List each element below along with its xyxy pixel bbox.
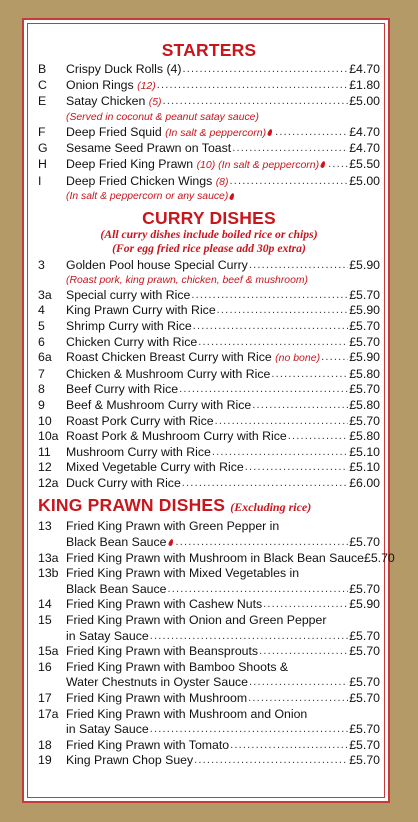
item-name-text: Special curry with Rice: [66, 287, 191, 302]
dot-leader: [245, 460, 349, 476]
item-code: 17a: [38, 706, 59, 721]
menu-item: [38, 445, 380, 461]
dot-leader: [232, 141, 348, 157]
menu-item-continued: [38, 722, 380, 738]
item-note: (12): [137, 79, 156, 92]
item-code: 7: [38, 366, 45, 381]
item-price: £5.70: [349, 581, 380, 596]
menu-item: [38, 644, 380, 660]
section-note: (For egg fried rice please add 30p extra): [112, 242, 306, 256]
item-name: [66, 335, 197, 351]
menu-item: [38, 519, 380, 535]
item-code: 5: [38, 318, 45, 333]
item-name: [66, 644, 258, 660]
item-code: 18: [38, 737, 52, 752]
item-price: £4.70: [349, 124, 380, 139]
item-code: F: [38, 124, 46, 139]
dot-leader: [248, 691, 348, 707]
item-name: [66, 141, 231, 157]
item-name-text: Satay Chicken: [66, 94, 146, 109]
item-price: £5.90: [349, 597, 380, 612]
item-price: £4.70: [349, 141, 380, 156]
item-code: 6: [38, 334, 45, 349]
item-code: B: [38, 62, 47, 76]
item-code: 11: [38, 444, 51, 459]
item-price: £5.90: [349, 258, 380, 273]
item-price: £5.70: [349, 535, 380, 550]
item-code: 13: [38, 519, 52, 534]
item-name-text: Fried King Prawn with Tomato: [66, 737, 230, 752]
item-name-text: Fried King Prawn with Mushroom and Onion: [66, 706, 308, 721]
chili-icon: [167, 539, 173, 547]
item-price: £5.90: [349, 350, 380, 365]
item-price: £5.70: [349, 753, 380, 768]
item-code: 19: [38, 753, 52, 768]
section-title-text: KING PRAWN DISHES: [38, 495, 226, 516]
menu-item: [38, 613, 380, 629]
item-name-text: Chicken & Mushroom Curry with Rice: [66, 366, 271, 381]
item-code: E: [38, 94, 47, 109]
item-note: (5): [148, 96, 162, 109]
menu-item: [38, 335, 380, 351]
item-price: £5.00: [349, 94, 380, 109]
item-code-spacer: [38, 535, 66, 551]
menu-item-continued: [38, 582, 380, 598]
item-name-text: Beef & Mushroom Curry with Rice: [66, 397, 252, 412]
item-code: 4: [38, 303, 45, 318]
item-price: £6.00: [349, 475, 380, 490]
section-title-text: STARTERS: [161, 40, 257, 60]
menu-item: [38, 141, 380, 157]
dot-leader: [259, 644, 348, 660]
item-code: H: [38, 156, 47, 171]
menu-item-continued: [38, 629, 380, 645]
menu-item: [38, 303, 380, 319]
dot-leader: [212, 445, 348, 461]
menu-item: [38, 550, 395, 567]
menu-item: [38, 78, 380, 95]
item-code: 3a: [38, 287, 52, 302]
item-name-text: Mixed Vegetable Curry with Rice: [66, 460, 244, 475]
dot-leader: [182, 476, 348, 492]
dot-leader: [194, 753, 348, 769]
item-name-text: Fried King Prawn with Cashew Nuts: [66, 597, 263, 612]
item-name: [66, 738, 229, 754]
item-name-line2-text: in Satay Sauce: [66, 628, 149, 643]
item-price: £5.10: [349, 444, 380, 459]
menu-content: [38, 40, 395, 773]
item-name: [66, 78, 156, 95]
menu-item: [38, 350, 380, 367]
dot-leader: [275, 125, 348, 142]
item-name-text: Fried King Prawn with Onion and Green Pepper: [66, 613, 327, 628]
menu-item: [38, 62, 380, 78]
dot-leader: [249, 675, 348, 691]
item-price: £1.80: [349, 77, 380, 92]
menu-item: [38, 597, 380, 613]
item-name: [66, 157, 327, 174]
menu-item: [38, 258, 380, 274]
dot-leader: [198, 335, 348, 351]
item-price: £5.80: [349, 429, 380, 444]
item-price: £5.50: [349, 156, 380, 171]
item-name: [66, 613, 326, 629]
dot-leader: [271, 367, 348, 383]
menu-item: [38, 398, 380, 414]
item-name: [66, 398, 251, 414]
dot-leader: [168, 582, 349, 598]
menu-item: [38, 157, 380, 174]
item-name: [66, 445, 211, 461]
item-description-text: (Roast pork, king prawn, chicken, beef & mushroom): [66, 274, 308, 286]
item-name: [66, 125, 274, 142]
dot-leader: [288, 429, 348, 445]
item-name-text: Fried King Prawn with Mushroom in Black Bean Sauce: [66, 550, 364, 565]
menu-item: [38, 691, 380, 707]
item-name-text: Chicken Curry with Rice: [66, 334, 198, 349]
item-name: [66, 319, 192, 335]
item-name: [66, 303, 216, 319]
item-code: 17: [38, 691, 52, 705]
item-name-text: Roast Pork Curry with Rice: [66, 413, 214, 428]
item-code-spacer: [38, 582, 66, 598]
item-code: 13a: [38, 550, 59, 565]
item-code: 15: [38, 613, 52, 628]
dot-leader: [193, 319, 348, 335]
item-price: £5.80: [349, 366, 380, 381]
item-note: (8): [215, 175, 229, 188]
item-name: [66, 566, 299, 582]
section-note: (All curry dishes include boiled rice or chips): [100, 228, 318, 242]
item-name-text: Fried King Prawn with Beansprouts: [66, 644, 259, 659]
item-name: [66, 707, 307, 723]
item-name-text: Duck Curry with Rice: [66, 475, 181, 490]
item-name-line2: [66, 582, 167, 598]
menu-card: [22, 18, 395, 803]
dot-leader: [150, 629, 349, 645]
dot-leader: [217, 303, 349, 319]
item-description: [38, 190, 380, 204]
item-name-text: Shrimp Curry with Rice: [66, 318, 192, 333]
dot-leader: [252, 398, 348, 414]
item-price: £4.70: [349, 62, 380, 76]
item-code: 10: [38, 413, 52, 428]
item-code: 9: [38, 397, 45, 412]
item-name-line2-text: in Satay Sauce: [66, 722, 149, 737]
item-name-text: Fried King Prawn with Mushroom: [66, 691, 248, 705]
item-name: [66, 551, 364, 567]
item-price: £5.70: [349, 628, 380, 643]
menu-item: [38, 738, 380, 754]
item-code-spacer: [38, 722, 66, 738]
item-name: [66, 660, 288, 676]
item-price: £5.70: [349, 675, 380, 690]
item-name-text: Sesame Seed Prawn on Toast: [66, 141, 232, 156]
menu-item: [38, 660, 380, 676]
item-code: 13b: [38, 566, 59, 581]
item-note: (In salt & peppercorn): [165, 126, 267, 139]
menu-item: [38, 174, 380, 191]
item-code-spacer: [38, 629, 66, 645]
item-code: 14: [38, 597, 52, 612]
item-name-line2: [66, 722, 149, 738]
item-name-text: Mushroom Curry with Rice: [66, 444, 211, 459]
item-name-line2: [66, 675, 248, 691]
item-name-text: King Prawn Chop Suey: [66, 753, 194, 768]
item-name: [66, 691, 247, 707]
item-price: £5.80: [349, 397, 380, 412]
item-name: [66, 288, 190, 304]
item-code: 10a: [38, 429, 59, 444]
menu-item-continued: [38, 675, 380, 691]
item-name-text: Crispy Duck Rolls (4): [66, 62, 182, 76]
item-name: [66, 753, 193, 769]
menu-item: [38, 707, 380, 723]
item-name-text: Fried King Prawn with Mixed Vegetables in: [66, 566, 300, 581]
item-price: £5.90: [349, 303, 380, 318]
item-price: £5.70: [349, 737, 380, 752]
item-code: 12: [38, 460, 52, 475]
item-name: [66, 476, 181, 492]
dot-leader: [157, 78, 348, 95]
item-name-line2: [66, 629, 149, 645]
item-description-text: (Served in coconut & peanut satay sauce): [66, 111, 259, 123]
item-price: £5.70: [364, 550, 395, 565]
item-code: C: [38, 77, 47, 92]
menu-item: [38, 566, 380, 582]
menu-item: [38, 460, 380, 476]
item-name: [66, 429, 287, 445]
item-code: I: [38, 173, 42, 188]
chili-icon: [320, 161, 326, 169]
item-name-text: Roast Pork & Mushroom Curry with Rice: [66, 429, 287, 444]
chili-icon: [267, 129, 273, 137]
item-name: [66, 94, 162, 111]
dot-leader: [150, 722, 349, 738]
item-code: 12a: [38, 475, 59, 490]
item-code: 3: [38, 258, 45, 273]
item-code: 8: [38, 382, 45, 397]
section-title: [38, 40, 380, 60]
item-price: £5.70: [349, 691, 380, 705]
dot-leader: [249, 258, 348, 274]
item-name-text: King Prawn Curry with Rice: [66, 303, 216, 318]
item-name-text: Deep Fried King Prawn: [66, 156, 194, 171]
item-code: 16: [38, 659, 52, 674]
item-name: [66, 597, 262, 613]
item-description-text: (In salt & peppercorn or any sauce): [66, 191, 229, 203]
menu-item: [38, 288, 380, 304]
item-price: £5.70: [349, 334, 380, 349]
item-name: [66, 414, 214, 430]
item-name-text: Beef Curry with Rice: [66, 382, 179, 397]
item-name-line2-text: Water Chestnuts in Oyster Sauce: [66, 675, 249, 690]
menu-item: [38, 429, 380, 445]
item-name: [66, 367, 270, 383]
item-note: (10) (In salt & peppercorn): [196, 158, 320, 171]
item-name-line2: [66, 535, 175, 551]
dot-leader: [328, 157, 348, 174]
item-price: £5.00: [349, 173, 380, 188]
dot-leader: [215, 414, 349, 430]
item-name: [66, 382, 178, 398]
menu-item: [38, 414, 380, 430]
item-description: [38, 111, 380, 125]
menu-item: [38, 94, 380, 111]
section-title: [38, 208, 380, 228]
section-title: [38, 495, 380, 517]
dot-leader: [230, 174, 349, 191]
item-price: £5.70: [349, 382, 380, 397]
item-name-text: Onion Rings: [66, 77, 134, 92]
item-price: £5.10: [349, 460, 380, 475]
section-subtitle: (Excluding rice): [230, 500, 312, 515]
menu-item: [38, 753, 380, 769]
item-description: [38, 274, 380, 288]
item-price: £5.70: [349, 722, 380, 737]
item-name: [66, 62, 181, 78]
item-name-text: Deep Fried Squid: [66, 124, 162, 139]
item-name-line2-text: Black Bean Sauce: [66, 535, 167, 550]
item-name-text: Roast Chicken Breast Curry with Rice: [66, 350, 272, 365]
dot-leader: [230, 738, 348, 754]
item-name: [66, 460, 244, 476]
item-code: 6a: [38, 350, 52, 365]
item-price: £5.70: [349, 644, 380, 659]
item-name-line2-text: Black Bean Sauce: [66, 581, 167, 596]
item-code: G: [38, 141, 48, 156]
chili-icon: [229, 192, 235, 200]
menu-item: [38, 476, 380, 492]
item-name: [66, 174, 229, 191]
menu-item-continued: [38, 535, 380, 551]
item-name: [66, 519, 279, 535]
dot-leader: [263, 597, 348, 613]
item-name-text: Fried King Prawn with Bamboo Shoots &: [66, 659, 289, 674]
item-name: [66, 350, 320, 367]
item-name-text: Fried King Prawn with Green Pepper in: [66, 519, 280, 534]
item-name-text: Deep Fried Chicken Wings: [66, 173, 213, 188]
item-price: £5.70: [349, 318, 380, 333]
item-code-spacer: [38, 675, 66, 691]
menu-item: [38, 367, 380, 383]
dot-leader: [191, 288, 348, 304]
dot-leader: [176, 535, 349, 551]
item-code: 15a: [38, 644, 59, 659]
item-name-text: Golden Pool house Special Curry: [66, 258, 248, 273]
menu-item: [38, 382, 380, 398]
menu-item: [38, 125, 380, 142]
menu-item: [38, 319, 380, 335]
item-price: £5.70: [349, 287, 380, 302]
section-title-text: CURRY DISHES: [142, 208, 276, 229]
item-note: (no bone): [275, 352, 321, 365]
dot-leader: [321, 350, 348, 367]
item-price: £5.70: [349, 413, 380, 428]
dot-leader: [179, 382, 348, 398]
dot-leader: [182, 62, 348, 78]
item-name: [66, 258, 248, 274]
dot-leader: [163, 94, 349, 111]
